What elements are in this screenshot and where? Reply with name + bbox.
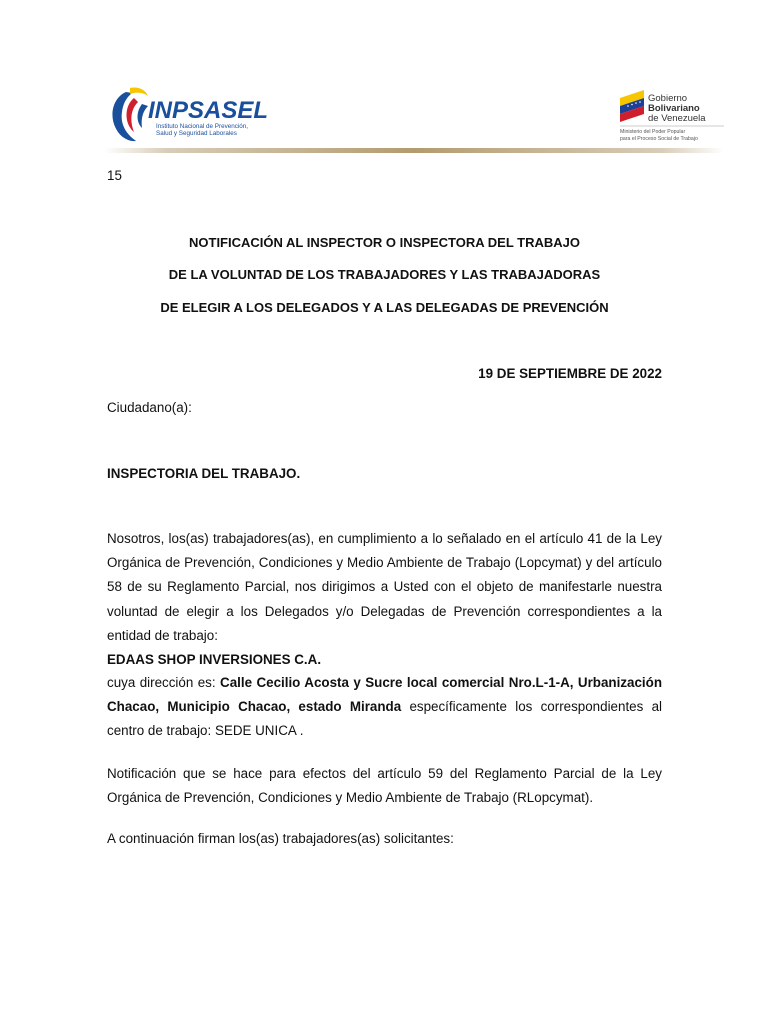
title-line-2: DE LA VOLUNTAD DE LOS TRABAJADORES Y LAS TRABAJADORAS: [168, 267, 601, 282]
address-tail: específicamente los correspondientes al centro de trabajo:: [107, 699, 662, 739]
salutation: Ciudadano(a):: [107, 400, 192, 415]
ministry-line-1: Ministerio del Poder Popular: [620, 129, 686, 135]
entity-name: EDAAS SHOP INVERSIONES C.A.: [107, 652, 322, 668]
paragraph-address: [107, 671, 662, 744]
title-line-3: DE ELEGIR A LOS DELEGADOS Y A LAS DELEGADAS DE PREVENCIÓN: [160, 300, 609, 315]
address-intro: cuya dirección es:: [107, 675, 216, 690]
venezuela-flag-icon: [620, 90, 644, 122]
gobierno-bolivariano-logo: [616, 84, 728, 146]
ministry-line-2: para el Proceso Social de Trabajo: [620, 136, 698, 142]
inpsasel-logo: [104, 84, 274, 146]
gobierno-line-2: Bolivariano: [648, 103, 700, 114]
closing-line: A continuación firman los(as) trabajadores(as) solicitantes:: [107, 831, 454, 846]
page-header: [0, 0, 768, 160]
page-number: 15: [107, 168, 122, 183]
gobierno-line-3: de Venezuela: [648, 113, 706, 124]
paragraph-request-text: Nosotros, los(as) trabajadores(as), en cumplimiento a lo señalado en el artículo 41 de la Ley Orgánica de Prevención, Condiciones y Medio Ambiente de Trabajo (Lopcymat) y del artículo 58 de su Reglamento Parcial, nos dirigimos a Usted con el objeto de manifestarle nuestra voluntad de elegir a los Delegados y/o Delegadas de Prevención correspondientes a la entidad de trabajo:: [107, 531, 662, 643]
title-line-1: NOTIFICACIÓN AL INSPECTOR O INSPECTORA DEL TRABAJO: [189, 235, 580, 250]
header-divider: [104, 148, 724, 153]
gobierno-line-1: Gobierno: [648, 93, 688, 104]
inpsasel-subtitle-1: Instituto Nacional de Prevención,: [156, 123, 249, 130]
document-date: 19 DE SEPTIEMBRE DE 2022: [478, 366, 662, 381]
inpsasel-name: INPSASEL: [148, 97, 269, 124]
paragraph-notification: Notificación que se hace para efectos del artículo 59 del Reglamento Parcial de la Ley Orgánica de Prevención, Condiciones y Medio Ambiente de Trabajo (RLopcymat).: [107, 766, 662, 806]
paragraph-request: [107, 527, 662, 672]
inpsasel-subtitle-2: Salud y Seguridad Laborales: [156, 130, 237, 137]
work-center: SEDE UNICA .: [214, 723, 304, 739]
address-text: Calle Cecilio Acosta y Sucre local comercial Nro.L-1-A, Urbanización Chacao, Municipio Chacao, estado Miranda: [107, 675, 662, 715]
recipient: INSPECTORIA DEL TRABAJO.: [107, 466, 301, 481]
